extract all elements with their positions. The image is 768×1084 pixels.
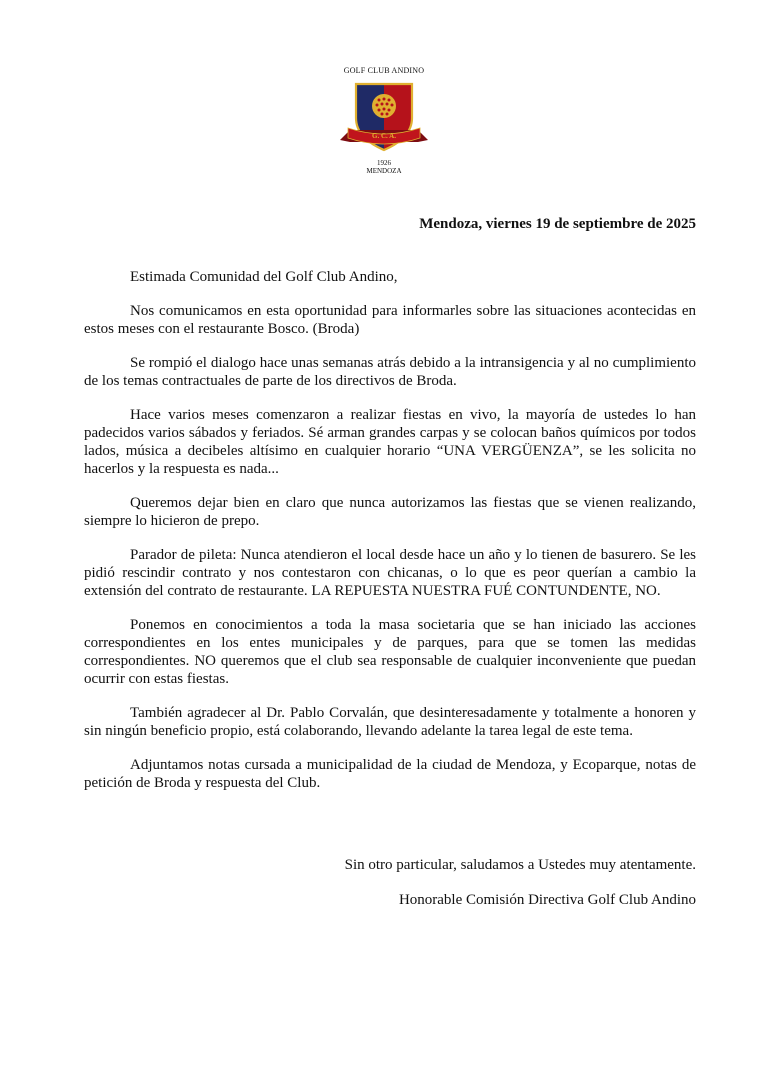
logo-year: 1926 xyxy=(377,159,391,167)
logo-club-name: GOLF CLUB ANDINO xyxy=(343,66,425,75)
club-logo xyxy=(334,66,434,175)
svg-text:G. C. A.: G. C. A. xyxy=(372,132,396,140)
letter-greeting: Estimada Comunidad del Golf Club Andino, xyxy=(130,269,398,285)
letter-paragraph: Adjuntamos notas cursada a municipalidad de la ciudad de Mendoza, y Ecoparque, notas de petición de Broda y respuesta del Club. xyxy=(84,757,696,791)
letter-paragraph: Queremos dejar bien en claro que nunca autorizamos las fiestas que se vienen realizando, siempre lo hicieron de prepo. xyxy=(84,495,696,529)
letter-signature: Honorable Comisión Directiva Golf Club Andino xyxy=(398,892,696,908)
logo-city: MENDOZA xyxy=(366,167,402,175)
letter-paragraph: Hace varios meses comenzaron a realizar fiestas en vivo, la mayoría de ustedes lo han padecidos varios sábados y feriados. Sé arman grandes carpas y se colocan baños químicos por todos lados, música a decibeles altísimo en cualquier horario “UNA VERGÜENZA”, se les solicita no hacerlos y la respuesta es nada... xyxy=(84,407,696,477)
club-crest-icon xyxy=(334,78,434,158)
letter-paragraph: Parador de pileta: Nunca atendieron el local desde hace un año y lo tienen de basurero. Se les pidió rescindir contrato y nos contestaron con chicanas, o lo que es peor querían a cambio la extensión del contrato de restaurante. LA REPUESTA NUESTRA FUÉ CONTUNDENTE, NO. xyxy=(84,547,696,599)
letter-body xyxy=(84,268,696,808)
letter-paragraph: Nos comunicamos en esta oportunidad para informarles sobre las situaciones acontecidas en estos meses con el restaurante Bosco. (Broda) xyxy=(84,303,696,337)
letter-paragraph: Se rompió el dialogo hace unas semanas atrás debido a la intransigencia y al no cumplimiento de los temas contractuales de parte de los directivos de Broda. xyxy=(84,355,696,389)
letter-closing: Sin otro particular, saludamos a Ustedes muy atentamente. xyxy=(344,857,696,873)
letter-paragraph: Ponemos en conocimientos a toda la masa societaria que se han iniciado las acciones correspondientes en los entes municipales y de parques, para que se tomen las medidas correspondientes. NO queremos que el club sea responsable de cualquier inconveniente que puedan ocurrir con estas fiestas. xyxy=(84,617,696,687)
letter-paragraph: También agradecer al Dr. Pablo Corvalán, que desinteresadamente y totalmente a honoren y sin ningún beneficio propio, está colaborando, llevando adelante la tarea legal de este tema. xyxy=(84,705,696,739)
letter-date: Mendoza, viernes 19 de septiembre de 2025 xyxy=(419,216,696,232)
